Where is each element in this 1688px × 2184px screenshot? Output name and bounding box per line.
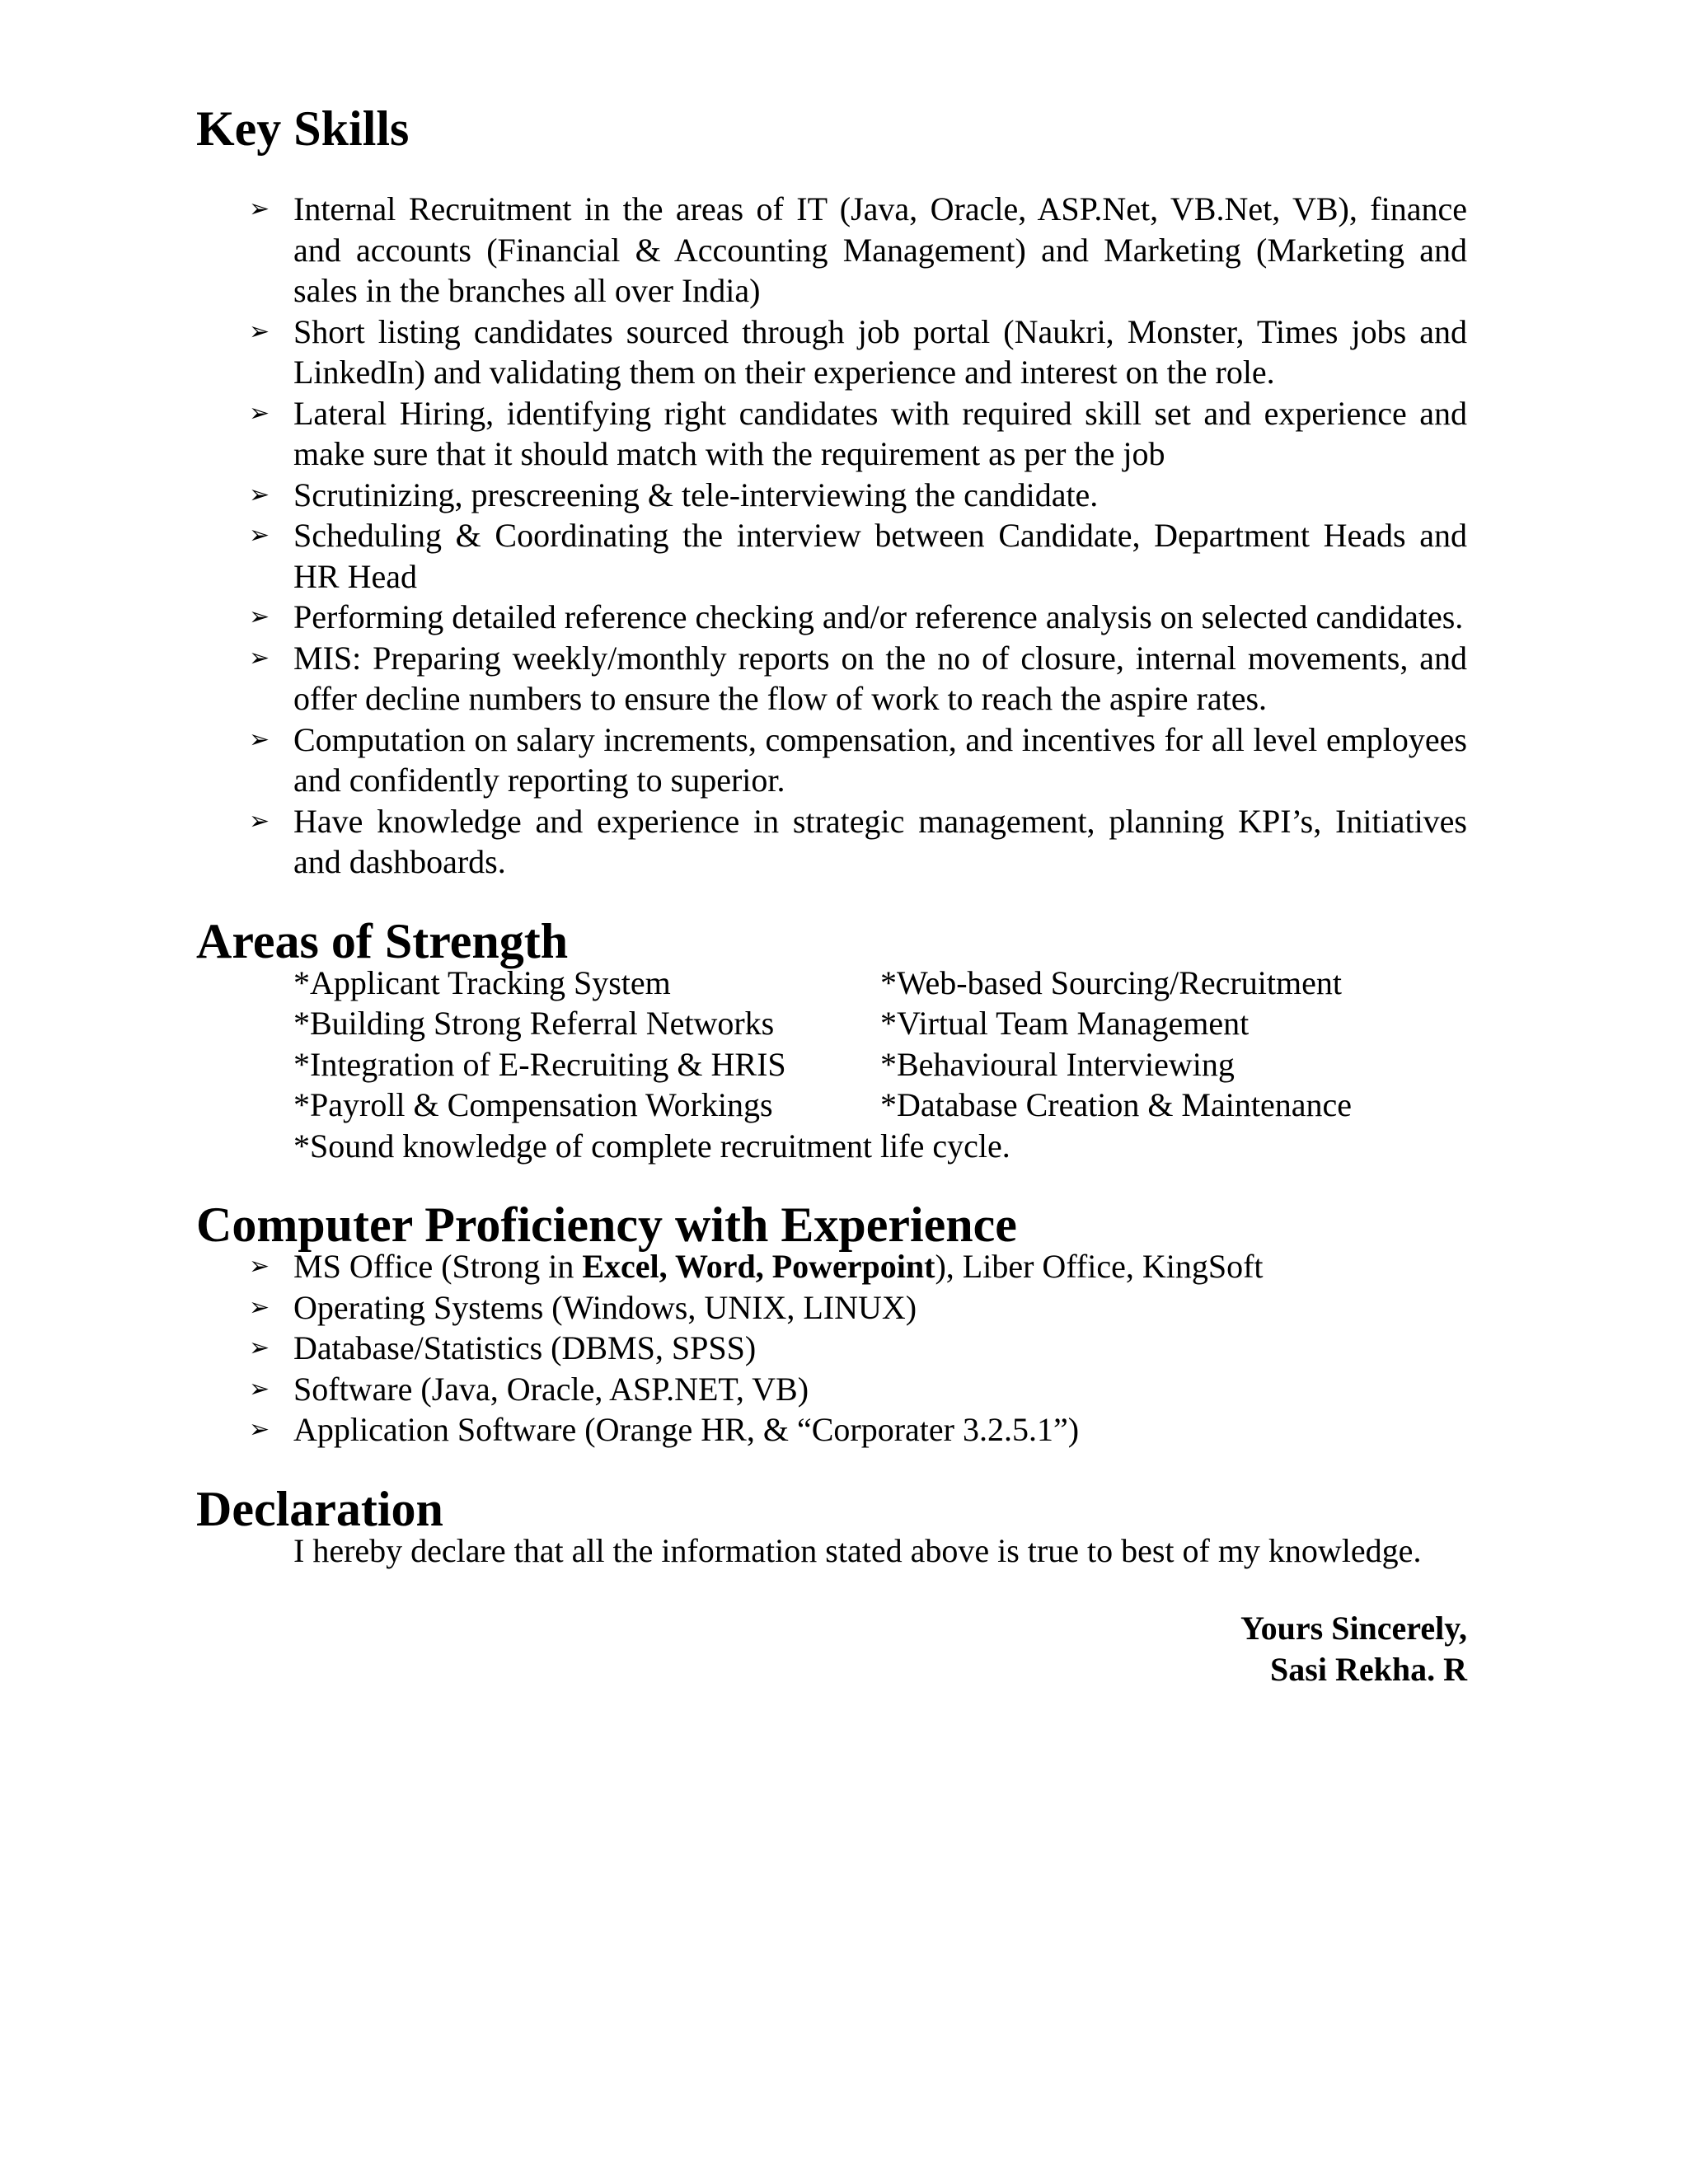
list-item-text: Internal Recruitment in the areas of IT (Java, Oracle, ASP.Net, VB.Net, VB), finance and accounts (Financial & Accounting Management) and Marketing (Marketing and sales in the branches all over India) (293, 190, 1467, 309)
strength-item: *Virtual Team Management (880, 1005, 1250, 1042)
list-item (196, 801, 1467, 883)
strength-item: *Integration of E-Recruiting & HRIS (293, 1045, 786, 1083)
strength-item: *Behavioural Interviewing (880, 1045, 1235, 1083)
list-item-text: Software (Java, Oracle, ASP.NET, VB) (293, 1370, 809, 1408)
list-item (196, 1328, 1467, 1369)
key-skills-heading: Key Skills (196, 101, 410, 156)
list-item-text: Performing detailed reference checking and/or reference analysis on selected candidates. (293, 598, 1464, 635)
key-skills-section (196, 101, 1467, 883)
declaration-section (196, 1481, 1467, 1572)
computer-proficiency-list (196, 1246, 1467, 1451)
arrow-bullet-icon: ➢ (249, 1374, 270, 1404)
list-item-text: Scrutinizing, prescreening & tele-interviewing the candidate. (293, 476, 1099, 513)
list-item (196, 393, 1467, 475)
strength-item: *Building Strong Referral Networks (293, 1005, 775, 1042)
arrow-bullet-icon: ➢ (249, 316, 270, 346)
list-item (196, 312, 1467, 393)
arrow-bullet-icon: ➢ (249, 1415, 270, 1444)
list-item (196, 1369, 1467, 1410)
strength-item: *Applicant Tracking System (293, 963, 671, 1001)
strength-row (293, 1044, 1467, 1085)
list-item (196, 515, 1467, 597)
list-item-text: Application Software (Orange HR, & “Corporater 3.2.5.1”) (293, 1411, 1080, 1448)
strength-item: *Web-based Sourcing/Recruitment (880, 963, 1342, 1001)
list-item-text: Scheduling & Coordinating the interview between Candidate, Department Heads and HR Head (293, 517, 1467, 595)
list-item-text: Operating Systems (Windows, UNIX, LINUX) (293, 1288, 917, 1326)
arrow-bullet-icon: ➢ (249, 398, 270, 428)
computer-proficiency-section (196, 1197, 1467, 1451)
declaration-heading: Declaration (196, 1481, 443, 1536)
arrow-bullet-icon: ➢ (249, 806, 270, 836)
list-item (196, 719, 1467, 801)
arrow-bullet-icon: ➢ (249, 1292, 270, 1322)
ms-office-prefix: MS Office (Strong in (293, 1248, 583, 1285)
strength-item: *Database Creation & Maintenance (880, 1086, 1352, 1123)
list-item (196, 1246, 1467, 1287)
arrow-bullet-icon: ➢ (249, 724, 270, 754)
ms-office-suffix: ), Liber Office, KingSoft (935, 1248, 1264, 1285)
list-item (196, 189, 1467, 312)
strength-grid (196, 963, 1467, 1167)
arrow-bullet-icon: ➢ (249, 1252, 270, 1281)
key-skills-list (196, 189, 1467, 883)
arrow-bullet-icon: ➢ (249, 602, 270, 631)
signature-name: Sasi Rekha. R (1270, 1650, 1467, 1688)
strength-row (293, 963, 1467, 1004)
strength-full-line: *Sound knowledge of complete recruitment life cycle. (293, 1127, 1010, 1165)
resume-page (196, 101, 1467, 1690)
list-item-text: Short listing candidates sourced through job portal (Naukri, Monster, Times jobs and LinkedIn) and validating them on their experience and interest on the role. (293, 312, 1467, 391)
strength-row (293, 1085, 1467, 1126)
list-item-text: Lateral Hiring, identifying right candidates with required skill set and experience and make sure that it should match with the requirement as per the job (293, 394, 1467, 472)
list-item-text: Have knowledge and experience in strategic management, planning KPI’s, Initiatives and dashboards. (293, 802, 1467, 880)
list-item-text: MIS: Preparing weekly/monthly reports on the no of closure, internal movements, and offer decline numbers to ensure the flow of work to reach the aspire rates. (293, 639, 1467, 717)
list-item-text: Computation on salary increments, compensation, and incentives for all level employees and confidently reporting to superior. (293, 720, 1467, 799)
strength-item: *Payroll & Compensation Workings (293, 1086, 773, 1123)
strength-row (293, 1003, 1467, 1044)
closing-block (196, 1608, 1467, 1690)
arrow-bullet-icon: ➢ (249, 643, 270, 673)
arrow-bullet-icon: ➢ (249, 1333, 270, 1362)
list-item (196, 1287, 1467, 1329)
areas-of-strength-heading: Areas of Strength (196, 913, 569, 968)
list-item (196, 597, 1467, 638)
list-item (196, 638, 1467, 719)
list-item-text: Database/Statistics (DBMS, SPSS) (293, 1329, 757, 1366)
computer-proficiency-heading: Computer Proficiency with Experience (196, 1197, 1017, 1252)
closing-salutation: Yours Sincerely, (1240, 1610, 1467, 1647)
areas-of-strength-section (196, 913, 1467, 1167)
ms-office-strong-apps: Excel, Word, Powerpoint (582, 1248, 935, 1285)
list-item (196, 1409, 1467, 1451)
arrow-bullet-icon: ➢ (249, 194, 270, 223)
arrow-bullet-icon: ➢ (249, 480, 270, 509)
declaration-text: I hereby declare that all the information stated above is true to best of my knowledge. (293, 1531, 1422, 1569)
list-item (196, 475, 1467, 516)
arrow-bullet-icon: ➢ (249, 521, 270, 550)
